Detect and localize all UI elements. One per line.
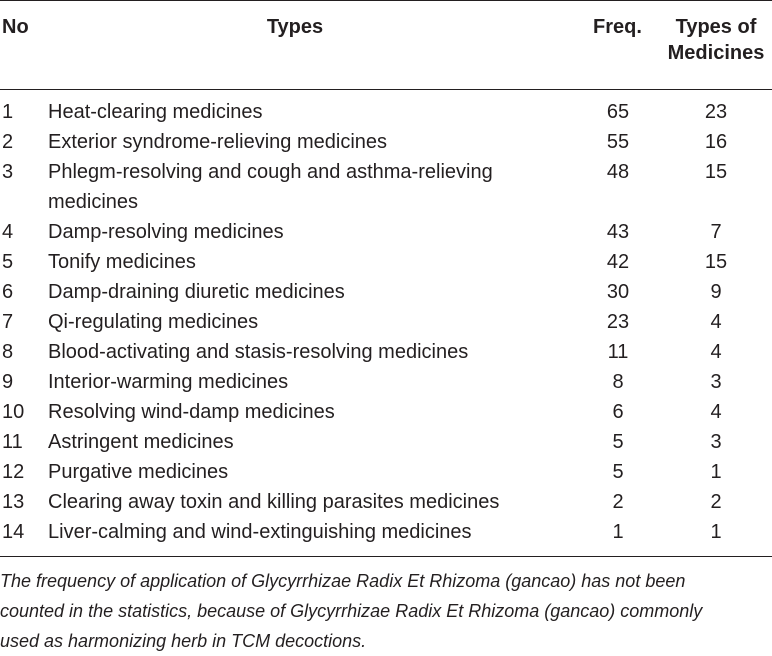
- row-no: 10: [2, 401, 25, 423]
- table-row: [0, 157, 772, 217]
- row-type: Damp-resolving medicines: [48, 221, 284, 243]
- row-no: 14: [2, 521, 25, 543]
- row-type: Liver-calming and wind-extinguishing medicines: [48, 521, 472, 543]
- row-no: 7: [2, 311, 14, 333]
- table-row: [0, 127, 772, 157]
- row-no: 4: [2, 221, 14, 243]
- row-freq: 5: [612, 431, 624, 453]
- row-no: 8: [2, 341, 14, 363]
- row-types-of-medicines: 2: [710, 491, 722, 513]
- header-types-of-medicines-line2: Medicines: [667, 42, 765, 64]
- table-row: [0, 457, 772, 487]
- row-types-of-medicines: 23: [704, 101, 728, 123]
- row-freq: 6: [612, 401, 624, 423]
- row-no: 6: [2, 281, 14, 303]
- row-types-of-medicines: 1: [710, 461, 722, 483]
- row-no: 13: [2, 491, 25, 513]
- row-types-of-medicines: 15: [704, 251, 728, 273]
- row-freq: 48: [606, 161, 630, 183]
- row-freq: 30: [606, 281, 630, 303]
- row-types-of-medicines: 15: [704, 161, 728, 183]
- table-row: [0, 247, 772, 277]
- table-row: [0, 367, 772, 397]
- row-freq: 11: [607, 341, 629, 363]
- row-type: Qi-regulating medicines: [48, 311, 259, 333]
- table-row: [0, 487, 772, 517]
- footnote-line2: counted in the statistics, because of Glycyrrhizae Radix Et Rhizoma (gancao) commonly: [0, 601, 703, 621]
- row-type: Purgative medicines: [48, 461, 229, 483]
- row-freq: 55: [606, 131, 630, 153]
- header-no: No: [2, 16, 29, 38]
- table-footnote: [0, 566, 772, 656]
- header-types-of-medicines: [660, 14, 772, 66]
- row-freq: 43: [606, 221, 630, 243]
- row-types-of-medicines: 7: [710, 221, 722, 243]
- row-no: 5: [2, 251, 14, 273]
- row-type-line2: medicines: [48, 191, 139, 213]
- table-row: [0, 337, 772, 367]
- row-types-of-medicines: 4: [710, 341, 722, 363]
- footnote-line1: The frequency of application of Glycyrrhizae Radix Et Rhizoma (gancao) has not been: [0, 571, 686, 591]
- row-no: 11: [2, 431, 23, 453]
- row-no: 1: [2, 101, 14, 123]
- row-type: Heat-clearing medicines: [48, 101, 263, 123]
- table-row: [0, 397, 772, 427]
- row-freq: 42: [606, 251, 630, 273]
- row-type: Blood-activating and stasis-resolving medicines: [48, 341, 469, 363]
- row-type: Damp-draining diuretic medicines: [48, 281, 345, 303]
- table-row: [0, 427, 772, 457]
- table-row: [0, 307, 772, 337]
- row-no: 3: [2, 161, 14, 183]
- row-freq: 65: [606, 101, 630, 123]
- header-types: Types: [266, 16, 324, 38]
- table-row: [0, 217, 772, 247]
- row-no: 9: [2, 371, 14, 393]
- row-types-of-medicines: 1: [710, 521, 722, 543]
- row-freq: 2: [612, 491, 624, 513]
- row-types-of-medicines: 16: [704, 131, 728, 153]
- row-type: Astringent medicines: [48, 431, 234, 453]
- row-freq: 1: [612, 521, 624, 543]
- row-types-of-medicines: 4: [710, 401, 722, 423]
- row-freq: 23: [606, 311, 630, 333]
- table-top-rule: [0, 0, 772, 1]
- row-types-of-medicines: 3: [710, 431, 722, 453]
- footnote-line3: used as harmonizing herb in TCM decoctions.: [0, 631, 367, 651]
- row-types-of-medicines: 4: [710, 311, 722, 333]
- row-no: 12: [2, 461, 25, 483]
- header-bottom-rule: [0, 89, 772, 90]
- table-row: [0, 277, 772, 307]
- row-freq: 8: [612, 371, 624, 393]
- row-type: Interior-warming medicines: [48, 371, 289, 393]
- row-type: [48, 157, 568, 217]
- table-row: [0, 517, 772, 547]
- row-no: 2: [2, 131, 14, 153]
- row-types-of-medicines: 3: [710, 371, 722, 393]
- row-type: Tonify medicines: [48, 251, 196, 273]
- row-types-of-medicines: 9: [710, 281, 722, 303]
- header-freq: Freq.: [593, 16, 642, 38]
- row-type: Resolving wind-damp medicines: [48, 401, 335, 423]
- row-type: Exterior syndrome-relieving medicines: [48, 131, 388, 153]
- row-type-line1: Phlegm-resolving and cough and asthma-relieving: [48, 161, 493, 183]
- row-type: Clearing away toxin and killing parasites medicines: [48, 491, 500, 513]
- row-freq: 5: [612, 461, 624, 483]
- table-row: [0, 97, 772, 127]
- table-bottom-rule: [0, 556, 772, 557]
- header-types-of-medicines-line1: Types of: [675, 16, 757, 38]
